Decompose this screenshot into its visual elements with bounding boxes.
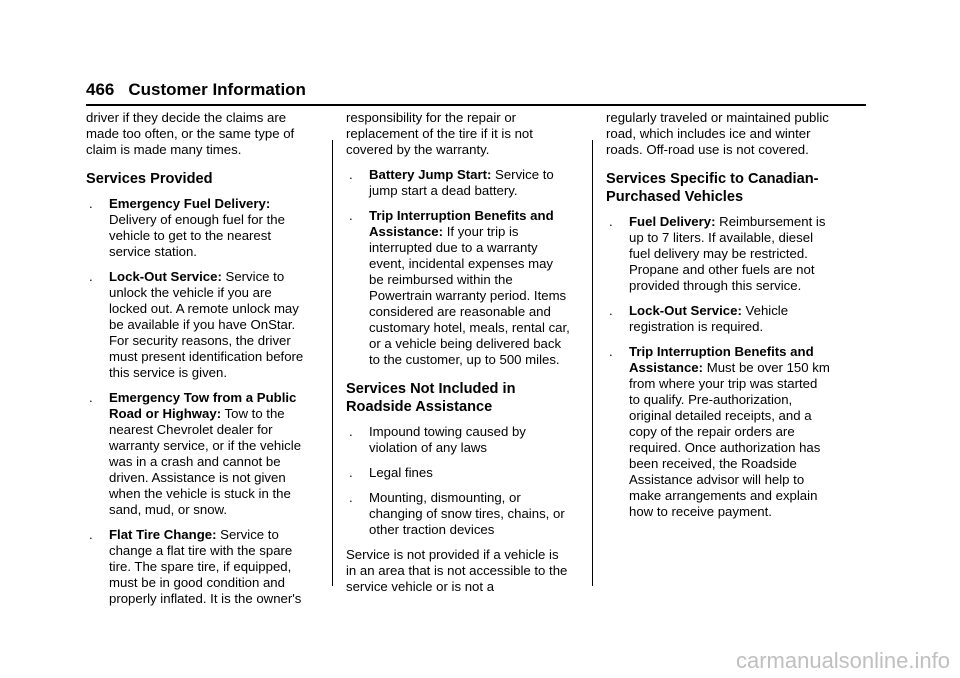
bullet-marker: . xyxy=(89,527,93,542)
section-title: Customer Information xyxy=(128,80,306,99)
heading-services-not-included: Services Not Included in Roadside Assistance xyxy=(346,381,516,415)
item-text: Delivery of enough fuel for the vehicle to get to the nearest service station. xyxy=(109,212,285,259)
list-item xyxy=(346,490,570,538)
watermark: carmanualsonline.info xyxy=(735,648,950,673)
continuation-paragraph: regularly traveled or maintained public road, which includes ice and winter roads. Off-road use is not covered. xyxy=(606,110,829,157)
item-text: Must be over 150 km from where your trip was started to qualify. Pre-authorization, original detailed receipts, and a copy of the repair orders are required. Once authorization has been received, the Roadside Assistance advisor will help to make arrangements and explain how to receive payment. xyxy=(629,360,830,519)
bullet-marker: . xyxy=(349,465,353,480)
canadian-services-list xyxy=(606,214,830,520)
list-item xyxy=(86,527,310,607)
list-item xyxy=(86,269,310,381)
item-text: Service to unlock the vehicle if you are locked out. A remote unlock may be available if you have OnStar. For security reasons, the driver must present identification before this service is given. xyxy=(109,269,304,380)
continuation-paragraph: responsibility for the repair or replacement of the tire if it is not covered by the warranty. xyxy=(346,110,533,157)
list-item xyxy=(86,390,310,518)
bullet-marker: . xyxy=(89,390,93,405)
bullet-marker: . xyxy=(349,208,353,223)
list-item xyxy=(346,167,570,199)
list-item xyxy=(346,208,570,368)
page-header xyxy=(86,80,306,100)
item-text: Legal fines xyxy=(369,465,433,480)
item-text: Tow to the nearest Chevrolet dealer for warranty service, or if the vehicle was in a crash and cannot be driven. Assistance is not given when the vehicle is stuck in the sand, mud, or snow. xyxy=(109,406,302,517)
item-label: Battery Jump Start: xyxy=(369,167,492,182)
item-label: Lock-Out Service: xyxy=(629,303,742,318)
column-1 xyxy=(86,110,310,616)
services-provided-list xyxy=(86,196,310,607)
column-2 xyxy=(346,110,570,604)
item-label: Emergency Tow from a Public Road or Highway: xyxy=(109,390,297,421)
bullet-marker: . xyxy=(89,196,93,211)
closing-paragraph: Service is not provided if a vehicle is in an area that is not accessible to the service vehicle or is not a xyxy=(346,547,568,594)
intro-paragraph: driver if they decide the claims are made too often, or the same type of claim is made many times. xyxy=(86,110,295,157)
heading-canadian-services: Services Specific to Canadian-Purchased Vehicles xyxy=(606,171,819,205)
column-divider-2 xyxy=(592,140,593,586)
item-text: Reimbursement is up to 7 liters. If available, diesel fuel delivery may be restricted. Propane and other fuels are not provided through this service. xyxy=(629,214,826,293)
item-text: Mounting, dismounting, or changing of snow tires, chains, or other traction devices xyxy=(369,490,565,537)
item-text: Impound towing caused by violation of any laws xyxy=(369,424,526,455)
item-text: Service to change a flat tire with the spare tire. The spare tire, if equipped, must be in good condition and properly inflated. It is the owner's xyxy=(109,527,302,606)
column-3 xyxy=(606,110,830,529)
item-label: Fuel Delivery: xyxy=(629,214,716,229)
heading-services-provided: Services Provided xyxy=(86,171,213,187)
bullet-marker: . xyxy=(349,490,353,505)
bullet-marker: . xyxy=(349,167,353,182)
services-list-continued xyxy=(346,167,570,368)
bullet-marker: . xyxy=(349,424,353,439)
column-divider-1 xyxy=(332,140,333,586)
bullet-marker: . xyxy=(89,269,93,284)
item-text: If your trip is interrupted due to a warranty event, incidental expenses may be reimbursed within the Powertrain warranty period. Items considered are reasonable and customary hotel, meals, rental car, or a vehicle being delivered back to the customer, up to 500 miles. xyxy=(369,224,570,367)
item-label: Emergency Fuel Delivery: xyxy=(109,196,271,211)
page-number: 466 xyxy=(86,80,115,99)
item-text: Service to jump start a dead battery. xyxy=(369,167,554,198)
header-rule xyxy=(86,104,866,106)
bullet-marker: . xyxy=(609,344,613,359)
item-label: Trip Interruption Benefits and Assistance: xyxy=(629,344,814,375)
list-item xyxy=(346,424,570,456)
list-item xyxy=(86,196,310,260)
item-label: Flat Tire Change: xyxy=(109,527,217,542)
item-label: Lock-Out Service: xyxy=(109,269,222,284)
item-label: Trip Interruption Benefits and Assistance: xyxy=(369,208,554,239)
list-item xyxy=(606,214,830,294)
list-item xyxy=(606,303,830,335)
bullet-marker: . xyxy=(609,214,613,229)
item-text: Vehicle registration is required. xyxy=(629,303,789,334)
list-item xyxy=(346,465,570,481)
list-item xyxy=(606,344,830,520)
not-included-list xyxy=(346,424,570,538)
bullet-marker: . xyxy=(609,303,613,318)
